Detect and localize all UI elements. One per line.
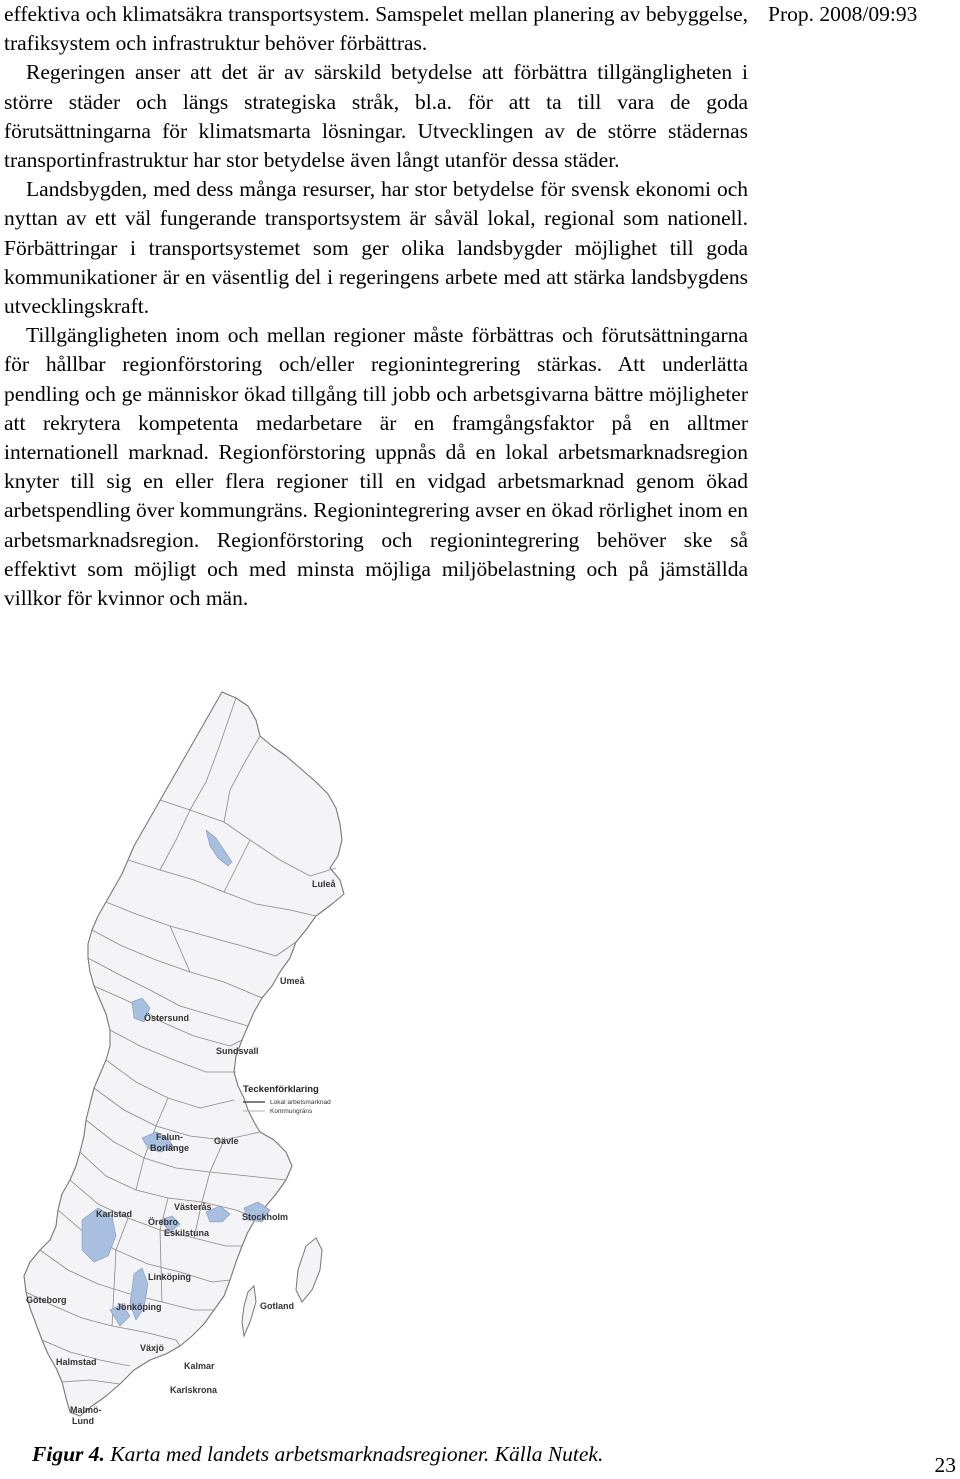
gotland-island: [296, 1238, 322, 1302]
city-label-karlstad: Karlstad: [96, 1209, 133, 1219]
city-label-malmo: Malmö-: [70, 1405, 102, 1415]
city-label-ostersund: Östersund: [144, 1013, 190, 1023]
city-label-orebro: Örebro: [148, 1217, 179, 1227]
paragraph: Regeringen anser att det är av särskild betydelse att förbättra tillgängligheten i större städer och längs strategiska stråk, bl.a. för att ta till vara de goda förutsättningarna för klimatsmarta lösningar. Utvecklingen av de större städernas transportinfrastruktur har stor betydelse även långt utanför dessa städer.: [4, 60, 748, 173]
city-label-falun: Falun-: [156, 1132, 183, 1142]
city-label-gotland: Gotland: [260, 1301, 294, 1311]
city-label-kalmar: Kalmar: [184, 1361, 215, 1371]
city-label-sundsvall: Sundsvall: [216, 1046, 259, 1056]
city-label-jonkoping: Jönköping: [116, 1302, 162, 1312]
legend-item-labour-market: Lokal arbetsmarknad: [270, 1099, 331, 1106]
map-svg: [10, 690, 370, 1435]
figure-caption-label: Figur 4.: [32, 1442, 105, 1466]
sweden-labour-market-map: [10, 690, 370, 1435]
city-label-goteborg: Göteborg: [26, 1295, 67, 1305]
figure-caption-text: Karta med landets arbetsmarknadsregioner. Källa Nutek.: [104, 1442, 604, 1466]
city-label-umea: Umeå: [280, 976, 305, 986]
page-number: 23: [934, 1453, 956, 1477]
city-label-gavle: Gävle: [214, 1136, 239, 1146]
paragraph: Tillgängligheten inom och mellan regioner måste förbättras och förutsättningarna för hållbar regionförstoring och/eller regionintegrering stärkas. Att underlätta pendling och ge människor ökad tillgång till jobb och arbetsgivarna bättre möjligheter att rekrytera kompetenta medarbetare är en framgångsfaktor på en alltmer internationell marknad. Regionförstoring uppnås då en lokal arbetsmarknadsregion knyter till sig en eller flera regioner till en vidgad arbetsmarknad genom ökad arbetspendling över kommungräns. Regionintegrering avser en ökad rörlighet inom en arbetsmarknadsregion. Regionförstoring och regionintegrering behöver ske så effektivt som möjligt och med minsta möjliga miljöbelastning och på jämställda villkor för kvinnor och män.: [4, 323, 748, 611]
city-label-lulea: Luleå: [312, 879, 336, 889]
city-label-stockholm: Stockholm: [242, 1212, 289, 1222]
body-text: [4, 0, 748, 613]
city-label-karlskrona: Karlskrona: [170, 1385, 218, 1395]
city-label-linkoping: Linköping: [148, 1272, 191, 1282]
legend-item-municipal-border: Kommungräns: [270, 1108, 313, 1115]
city-label-vaxjo: Växjö: [140, 1343, 165, 1353]
city-label-eskilstuna: Eskilstuna: [164, 1228, 210, 1238]
legend-title: Teckenförklaring: [243, 1084, 319, 1095]
oland-island: [242, 1286, 256, 1336]
city-label-vasteras: Västerås: [174, 1202, 212, 1212]
paragraph: effektiva och klimatsäkra transportsystem. Samspelet mellan planering av bebyggelse, trafiksystem och infrastruktur behöver förbättras.: [4, 2, 748, 56]
figure-caption: [32, 1440, 603, 1469]
city-label-lund: Lund: [72, 1416, 94, 1426]
city-label-halmstad: Halmstad: [56, 1357, 97, 1367]
running-head: Prop. 2008/09:93: [768, 2, 918, 26]
paragraph: Landsbygden, med dess många resurser, har stor betydelse för svensk ekonomi och nyttan av ett väl fungerande transportsystem är såväl lokal, regional som nationell. Förbättringar i transportsystemet som ger olika landsbygder möjlighet till goda kommunikationer är en väsentlig del i regeringens arbete med att stärka landsbygdens utvecklingskraft.: [4, 177, 748, 319]
city-label-borlange: Borlänge: [150, 1143, 190, 1153]
